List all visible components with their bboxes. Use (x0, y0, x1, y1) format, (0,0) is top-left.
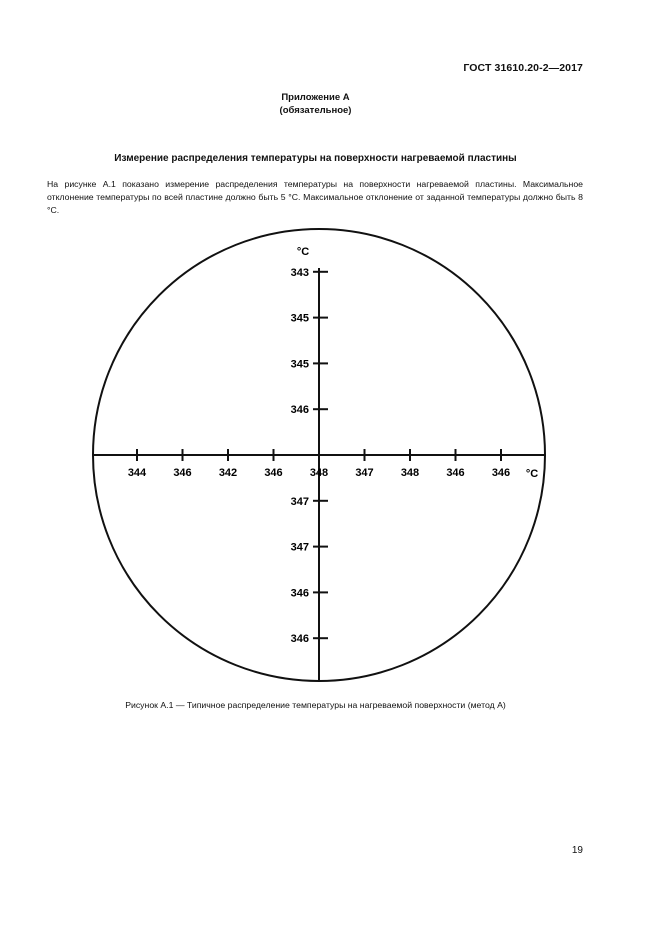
vertical-tick-label: 343 (290, 266, 309, 279)
vertical-tick-label: 345 (290, 312, 309, 325)
horizontal-unit-label: °С (525, 468, 539, 480)
annex-status: (обязательное) (279, 105, 352, 116)
horizontal-tick-label: 346 (173, 467, 192, 479)
standard-number: ГОСТ 31610.20-2—2017 (463, 62, 583, 74)
horizontal-tick-label: 348 (309, 467, 329, 479)
vertical-tick-label: 346 (290, 587, 309, 600)
vertical-tick-label: 346 (290, 404, 309, 417)
horizontal-tick-label: 346 (446, 467, 465, 479)
horizontal-tick-label: 346 (491, 467, 511, 479)
horizontal-tick-label: 344 (127, 467, 147, 479)
horizontal-tick-label: 348 (400, 467, 420, 479)
horizontal-tick-label: 342 (218, 467, 238, 479)
figure-caption: Рисунок А.1 — Типичное распределение температуры на нагреваемой поверхности (метод А) (125, 700, 506, 710)
horizontal-tick-label: 347 (355, 467, 374, 479)
vertical-tick-label: 345 (290, 358, 309, 371)
annex-title: Приложение А (281, 92, 350, 103)
page-number: 19 (571, 845, 583, 856)
section-title: Измерение распределения температуры на поверхности нагреваемой пластины (114, 153, 517, 164)
paragraph-text: На рисунке А.1 показано измерение распределения температуры на поверхности нагреваемой пластины. Максимальное отклонение температуры по всей пластине должно быть 5 °С. Максимальное отклонение от заданной температуры должно быть 8 °С. (47, 179, 583, 215)
vertical-tick-label: 347 (290, 495, 309, 508)
horizontal-tick-label: 346 (264, 467, 283, 479)
vertical-unit-label: °С (296, 246, 310, 258)
vertical-tick-label: 347 (290, 541, 309, 554)
vertical-tick-label: 346 (290, 633, 309, 646)
